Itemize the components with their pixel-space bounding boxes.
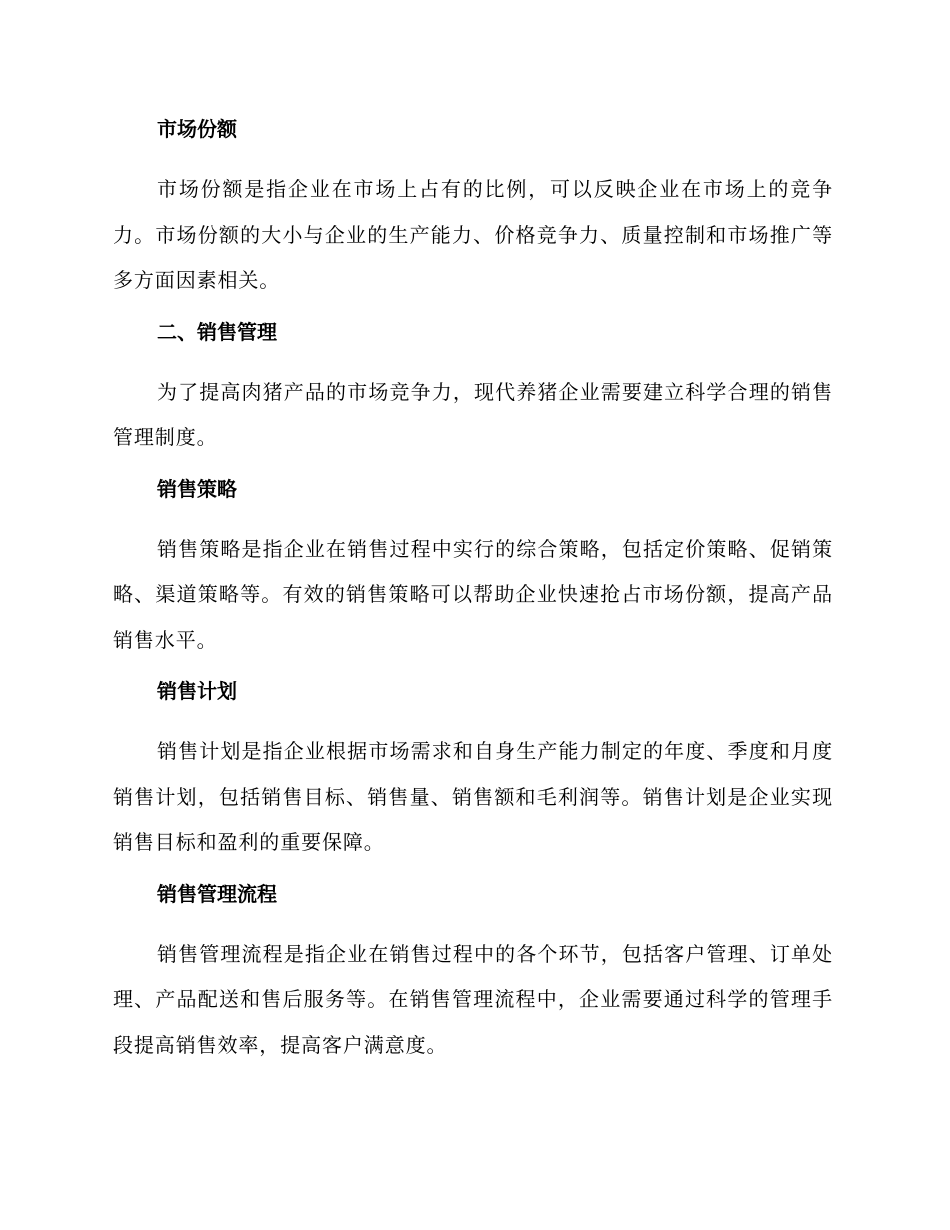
section-sales-management [113,316,833,473]
section-sales-process [113,878,833,1069]
section-paragraph: 销售策略是指企业在销售过程中实行的综合策略，包括定价策略、促销策略、渠道策略等。有效的销售策略可以帮助企业快速抢占市场份额，提高产品销售水平。 [113,536,833,652]
section-heading: 市场份额 [157,117,237,141]
section-heading: 二、销售管理 [157,319,277,344]
section-heading: 销售管理流程 [157,881,277,906]
section-paragraph: 销售管理流程是指企业在销售过程中的各个环节，包括客户管理、订单处理、产品配送和售后服务等。在销售管理流程中，企业需要通过科学的管理手段提高销售效率，提高客户满意度。 [113,941,833,1057]
section-heading: 销售计划 [157,679,237,703]
section-paragraph: 为了提高肉猪产品的市场竞争力，现代养猪企业需要建立科学合理的销售管理制度。 [113,379,833,449]
section-paragraph: 市场份额是指企业在市场上占有的比例，可以反映企业在市场上的竞争力。市场份额的大小与企业的生产能力、价格竞争力、质量控制和市场推广等多方面因素相关。 [113,177,833,292]
section-market-share [113,113,833,316]
section-sales-strategy [113,473,833,676]
section-heading: 销售策略 [157,476,237,501]
section-paragraph: 销售计划是指企业根据市场需求和自身生产能力制定的年度、季度和月度销售计划，包括销售目标、销售量、销售额和毛利润等。销售计划是企业实现销售目标和盈利的重要保障。 [113,739,833,854]
section-sales-plan [113,675,833,878]
document-page [113,113,833,1068]
